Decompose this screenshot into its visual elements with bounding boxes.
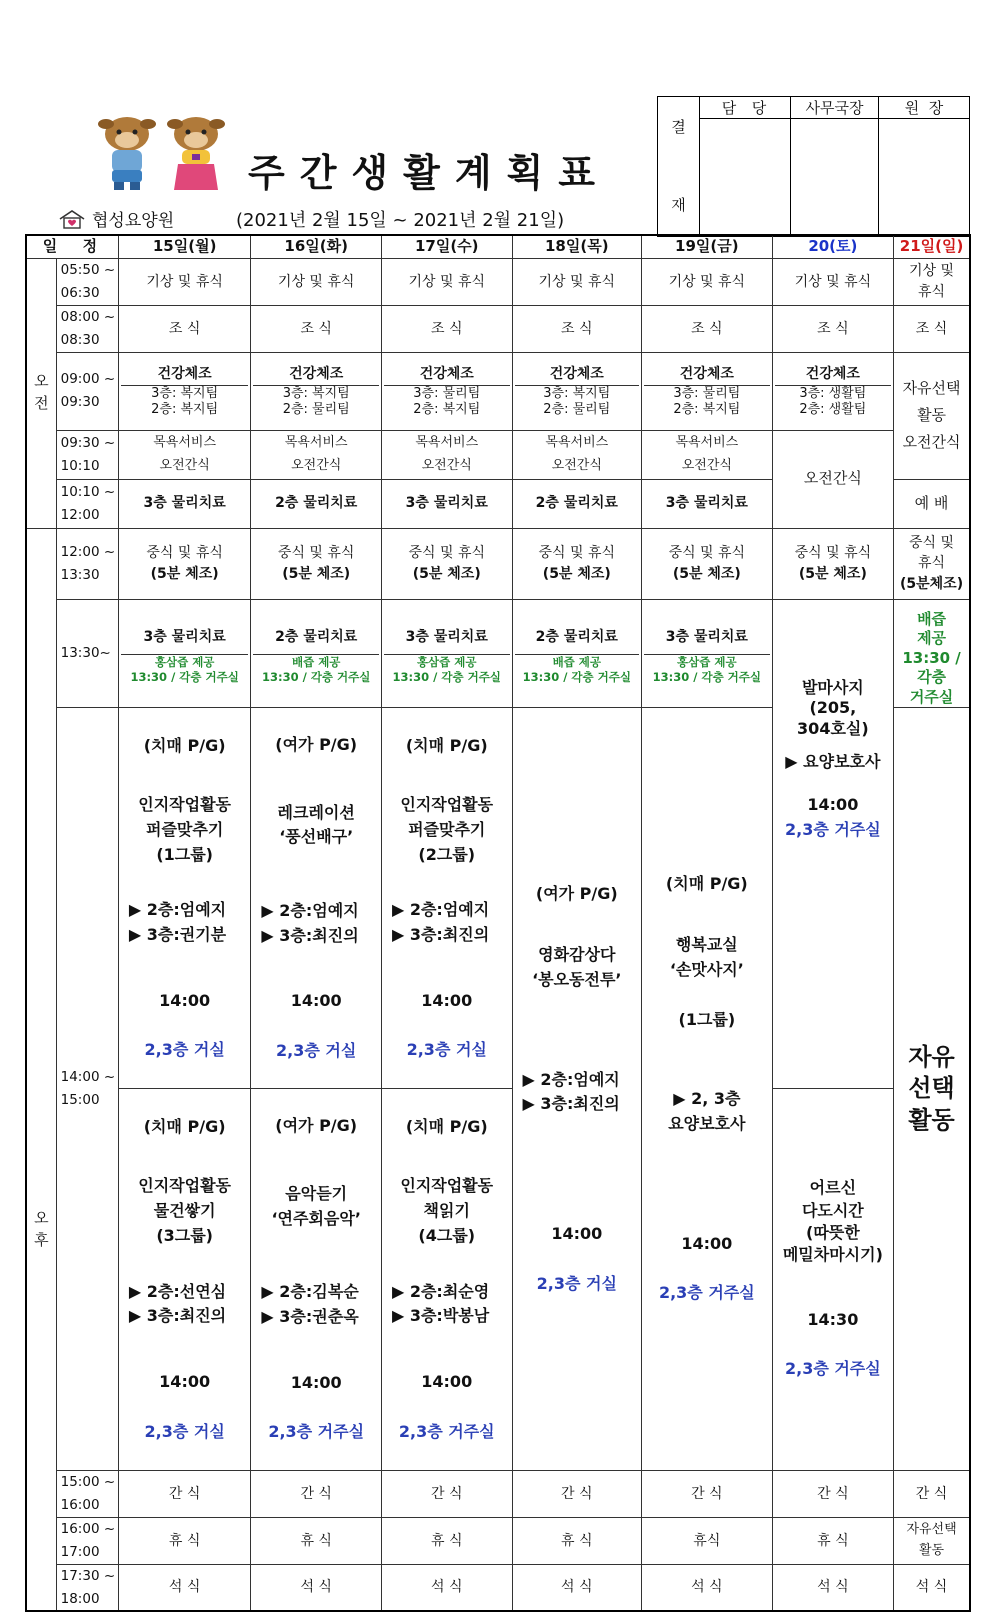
- cell-snack: 간 식: [251, 1470, 382, 1517]
- cell-dinner: 석 식: [894, 1564, 970, 1611]
- cell-breakfast: 조 식: [642, 305, 773, 352]
- time-slot: 05:50 ~ 06:30: [56, 258, 118, 305]
- facility-name: 협성요양원: [92, 211, 175, 231]
- schedule-period: (2021년 2월 15일 ~ 2021년 2월 21일): [236, 210, 565, 231]
- cell-sat-massage: 발마사지 (205, 304호실) ▶ 요양보호사 14:00 2,3층 거주실: [772, 599, 894, 1089]
- row-bath: [26, 430, 970, 479]
- cell-breakfast: 조 식: [772, 305, 894, 352]
- day-tue: 16일(화): [251, 235, 382, 258]
- cell-exercise: 건강체조 3층: 복지팀 2층: 복지팀: [118, 352, 251, 430]
- cell-breakfast: 조 식: [512, 305, 642, 352]
- approval-role-manager: 담 당: [700, 97, 791, 119]
- cell-dinner: 석 식: [251, 1564, 382, 1611]
- time-slot: 08:00 ~ 08:30: [56, 305, 118, 352]
- page-title: 주간생활계획표: [248, 151, 610, 195]
- time-slot: 12:00 ~ 13:30: [56, 528, 118, 599]
- approval-role-secretary: 사무국장: [791, 97, 879, 119]
- cell-wake-sun: 기상 및 휴식: [894, 258, 970, 305]
- time-slot: 09:00 ~ 09:30: [56, 352, 118, 430]
- cell-rest-sun: 자유선택 활동: [894, 1517, 970, 1564]
- cell-dinner: 석 식: [642, 1564, 773, 1611]
- cell-sun-free: 자유 선택 활동: [894, 708, 970, 1471]
- approval-label: 결 재: [658, 97, 700, 237]
- cell-breakfast: 조 식: [118, 305, 251, 352]
- day-sat: 20(토): [772, 235, 894, 258]
- cell-snack: 간 식: [894, 1470, 970, 1517]
- cell-rest: 휴 식: [381, 1517, 512, 1564]
- day-sun: 21일(일): [894, 235, 970, 258]
- approval-sign-manager[interactable]: [700, 119, 791, 237]
- cell-breakfast: 조 식: [894, 305, 970, 352]
- cell-therapy-juice: 3층 물리치료 홍삼즙 제공 13:30 / 각층 거주실: [381, 599, 512, 708]
- cell-exercise: 건강체조 3층: 물리팀 2층: 복지팀: [642, 352, 773, 430]
- day-mon: 15일(월): [118, 235, 251, 258]
- cell-program: (여가 P/G) 레크레이션 ‘풍선배구’ ▶ 2층:엄예지 ▶ 3층:최진의 14:00 2,3층 거실: [251, 708, 382, 1089]
- cell-rest: 휴식: [642, 1517, 773, 1564]
- row-dinner: [26, 1564, 970, 1611]
- time-slot: 15:00 ~ 16:00: [56, 1470, 118, 1517]
- cell-snack: 간 식: [772, 1470, 894, 1517]
- cell-snack: 간 식: [118, 1470, 251, 1517]
- approval-sign-director[interactable]: [879, 119, 970, 237]
- cell-exercise: 건강체조 3층: 생활팀 2층: 생활팀: [772, 352, 894, 430]
- cell-program: (치매 P/G) 인지작업활동 물건쌓기 (3그룹) ▶ 2층:선연심 ▶ 3층:최진의 14:00 2,3층 거실: [118, 1089, 251, 1470]
- cell-therapy-juice: 3층 물리치료 홍삼즙 제공 13:30 / 각층 거주실: [642, 599, 773, 708]
- cell-bath: 목욕서비스 오전간식: [251, 430, 382, 479]
- cell-program-thu: (여가 P/G) 영화감상다 ‘봉오동전투’ ▶ 2층:엄예지 ▶ 3층:최진의 14:00 2,3층 거실: [512, 708, 642, 1471]
- day-wed: 17일(수): [381, 235, 512, 258]
- time-slot: 10:10 ~ 12:00: [56, 479, 118, 528]
- cell-program-fri: (치매 P/G) 행복교실 ‘손맛사지’ (1그룹) ▶ 2, 3층 요양보호사 14:00 2,3층 거주실: [642, 708, 773, 1471]
- time-slot: 13:30~: [56, 599, 118, 708]
- row-snack: [26, 1470, 970, 1517]
- cell-bath: 목욕서비스 오전간식: [118, 430, 251, 479]
- cell-bath: 목욕서비스 오전간식: [512, 430, 642, 479]
- row-juice: [26, 599, 970, 708]
- cell-snack: 간 식: [512, 1470, 642, 1517]
- cell-sat-snack: 오전간식: [772, 430, 894, 528]
- cell-snack: 간 식: [381, 1470, 512, 1517]
- cell-lunch: 중식 및 휴식 (5분 체조): [118, 528, 251, 599]
- cell-therapy: 3층 물리치료: [642, 479, 773, 528]
- cell-snack: 간 식: [642, 1470, 773, 1517]
- cell-rest: 휴 식: [772, 1517, 894, 1564]
- heart-house-icon: [58, 209, 86, 229]
- cell-wake: 기상 및 휴식: [251, 258, 382, 305]
- cell-rest: 휴 식: [512, 1517, 642, 1564]
- am-label: 오 전: [26, 258, 56, 528]
- approval-sign-secretary[interactable]: [791, 119, 879, 237]
- time-slot: 17:30 ~ 18:00: [56, 1564, 118, 1611]
- cell-sat-tea: 어르신 다도시간 (따뜻한 메밀차마시기) 14:30 2,3층 거주실: [772, 1089, 894, 1470]
- weekly-schedule-table: [25, 234, 971, 1612]
- cell-rest: 휴 식: [251, 1517, 382, 1564]
- cell-wake: 기상 및 휴식: [381, 258, 512, 305]
- row-lunch: [26, 528, 970, 599]
- cell-program: (여가 P/G) 음악듣기 ‘연주회음악’ ▶ 2층:김복순 ▶ 3층:권춘옥 14:00 2,3층 거주실: [251, 1089, 382, 1470]
- cell-dinner: 석 식: [512, 1564, 642, 1611]
- cell-therapy: 3층 물리치료: [381, 479, 512, 528]
- time-slot: 09:30 ~ 10:10: [56, 430, 118, 479]
- cell-wake: 기상 및 휴식: [118, 258, 251, 305]
- row-wake: [26, 258, 970, 305]
- cell-sun-morning: 자유선택 활동 오전간식: [894, 352, 970, 479]
- day-thu: 18일(목): [512, 235, 642, 258]
- cell-lunch: 중식 및 휴식 (5분 체조): [772, 528, 894, 599]
- cell-therapy-juice: 3층 물리치료 홍삼즙 제공 13:30 / 각층 거주실: [118, 599, 251, 708]
- mascot-girl-icon: [167, 117, 225, 190]
- cell-dinner: 석 식: [118, 1564, 251, 1611]
- cell-wake: 기상 및 휴식: [642, 258, 773, 305]
- time-slot: 16:00 ~ 17:00: [56, 1517, 118, 1564]
- header-schedule: 일 정: [26, 235, 118, 258]
- cell-wake: 기상 및 휴식: [512, 258, 642, 305]
- cell-dinner: 석 식: [772, 1564, 894, 1611]
- cell-breakfast: 조 식: [251, 305, 382, 352]
- cell-breakfast: 조 식: [381, 305, 512, 352]
- cell-wake: 기상 및 휴식: [772, 258, 894, 305]
- cell-bath: 목욕서비스 오전간식: [642, 430, 773, 479]
- cell-program: (치매 P/G) 인지작업활동 퍼즐맞추기 (2그룹) ▶ 2층:엄예지 ▶ 3층:최진의 14:00 2,3층 거실: [381, 708, 512, 1089]
- cell-program: (치매 P/G) 인지작업활동 퍼즐맞추기 (1그룹) ▶ 2층:엄예지 ▶ 3층:권기분 14:00 2,3층 거실: [118, 708, 251, 1089]
- facility-label: [58, 206, 174, 231]
- time-slot: 14:00 ~ 15:00: [56, 708, 118, 1471]
- cell-therapy: 3층 물리치료: [118, 479, 251, 528]
- cell-lunch: 중식 및 휴식 (5분 체조): [251, 528, 382, 599]
- mascot-illustration: [92, 112, 232, 194]
- cell-worship: 예 배: [894, 479, 970, 528]
- cell-sun-juice: 배즙 제공 13:30 / 각층 거주실: [894, 599, 970, 708]
- cell-lunch: 중식 및 휴식 (5분 체조): [512, 528, 642, 599]
- cell-exercise: 건강체조 3층: 물리팀 2층: 복지팀: [381, 352, 512, 430]
- row-breakfast: [26, 305, 970, 352]
- row-rest: [26, 1517, 970, 1564]
- row-program-b: [26, 1089, 970, 1470]
- cell-therapy: 2층 물리치료: [251, 479, 382, 528]
- cell-bath: 목욕서비스 오전간식: [381, 430, 512, 479]
- cell-therapy: 2층 물리치료: [512, 479, 642, 528]
- row-exercise: [26, 352, 970, 430]
- cell-exercise: 건강체조 3층: 복지팀 2층: 물리팀: [251, 352, 382, 430]
- mascot-boy-icon: [98, 117, 156, 190]
- approval-box: [657, 96, 970, 237]
- cell-lunch: 중식 및 휴식 (5분 체조): [381, 528, 512, 599]
- cell-program: (치매 P/G) 인지작업활동 책읽기 (4그룹) ▶ 2층:최순영 ▶ 3층:박봉남 14:00 2,3층 거주실: [381, 1089, 512, 1470]
- approval-role-director: 원 장: [879, 97, 970, 119]
- header-row: [26, 235, 970, 258]
- cell-rest: 휴 식: [118, 1517, 251, 1564]
- cell-lunch: 중식 및 휴식 (5분 체조): [642, 528, 773, 599]
- cell-therapy-juice: 2층 물리치료 배즙 제공 13:30 / 각층 거주실: [512, 599, 642, 708]
- day-fri: 19일(금): [642, 235, 773, 258]
- cell-dinner: 석 식: [381, 1564, 512, 1611]
- cell-therapy-juice: 2층 물리치료 배즙 제공 13:30 / 각층 거주실: [251, 599, 382, 708]
- cell-lunch-sun: 중식 및 휴식 (5분체조): [894, 528, 970, 599]
- cell-exercise: 건강체조 3층: 복지팀 2층: 물리팀: [512, 352, 642, 430]
- pm-label: 오 후: [26, 528, 56, 1611]
